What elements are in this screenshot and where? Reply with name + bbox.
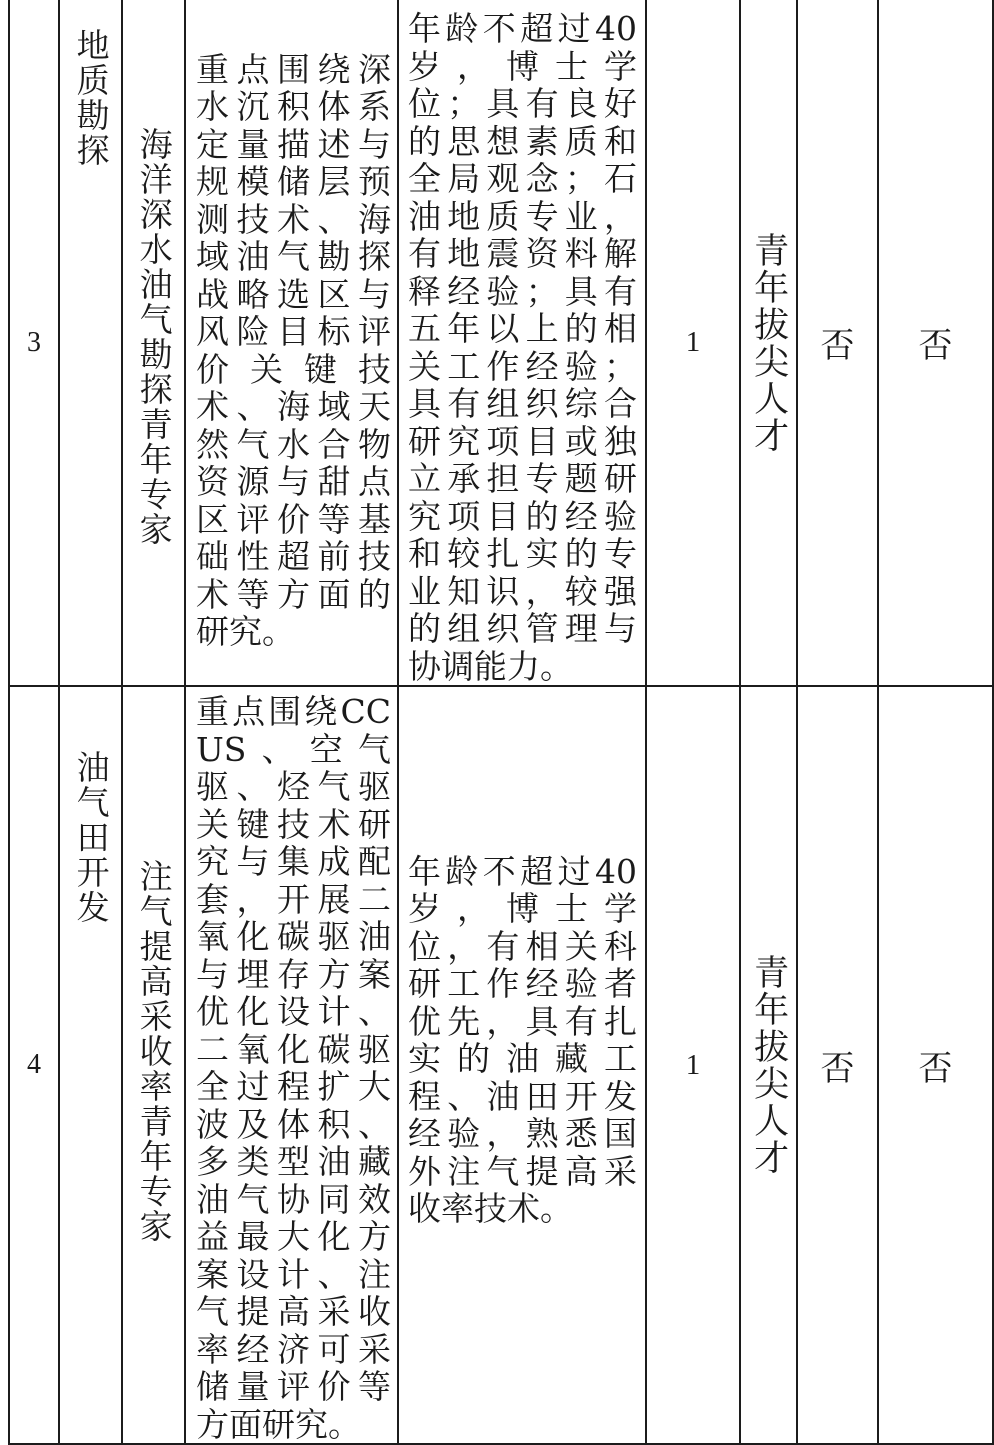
requirements-cell xyxy=(398,686,646,1444)
requirements-text: 年龄不超过40岁，博士学位；具有良好的思想素质和全局观念；石油地质专业，有地震资料解释经验；具有五年以上的相关工作经验；具有组织综合研究项目或独立承担专题研究项目的经验和较扎实的专业知识，较强的组织管理与协调能力。 xyxy=(408,9,637,686)
position-cell xyxy=(122,686,185,1444)
headcount: 1 xyxy=(646,0,740,686)
research-direction-text: 重点围绕深水沉积体系定量描述与规模储层预测技术、海域油气勘探战略选区与风险目标评价关键技术、海域天然气水合物资源与甜点区评价等基础性超前技术等方面的研究。 xyxy=(196,49,391,651)
category-cell xyxy=(740,686,797,1444)
row-seq: 3 xyxy=(9,0,59,686)
talent-category: 青年拔尖人才 xyxy=(748,231,789,454)
research-direction-text: 重点围绕CCUS、空气驱、烃气驱关键技术研究与集成配套，开展二氧化碳驱油与埋存方案优化设计、二氧化碳驱全过程扩大波及体积、多类型油藏油气协同效益最大化方案设计、注气提高采收率经济可采储量评价等方面研究。 xyxy=(196,692,391,1444)
requirements-cell xyxy=(398,0,646,686)
flag-cell-b: 否 xyxy=(878,686,993,1444)
flag-cell-a: 否 xyxy=(797,0,878,686)
field-label: 地质勘探 xyxy=(71,27,111,168)
research-direction-cell xyxy=(185,686,398,1444)
requirements-text: 年龄不超过40岁，博士学位，有相关科研工作经验者优先，具有扎实的油藏工程、油田开发经验，熟悉国外注气提高采收率技术。 xyxy=(408,851,637,1228)
recruitment-table xyxy=(8,0,994,1445)
position-name: 海洋深水油气勘探青年专家 xyxy=(134,126,174,547)
position-name: 注气提高采收率青年专家 xyxy=(134,859,174,1244)
field-label: 油气田开发 xyxy=(71,750,111,925)
flag-cell-b: 否 xyxy=(878,0,993,686)
flag-cell-a: 否 xyxy=(797,686,878,1444)
research-direction-cell xyxy=(185,0,398,686)
category-cell xyxy=(740,0,797,686)
table-row xyxy=(9,686,993,1444)
headcount: 1 xyxy=(646,686,740,1444)
table-row xyxy=(9,0,993,686)
row-seq: 4 xyxy=(9,686,59,1444)
field-cell xyxy=(59,0,122,686)
position-cell xyxy=(122,0,185,686)
field-cell xyxy=(59,686,122,1444)
talent-category: 青年拔尖人才 xyxy=(748,954,789,1176)
